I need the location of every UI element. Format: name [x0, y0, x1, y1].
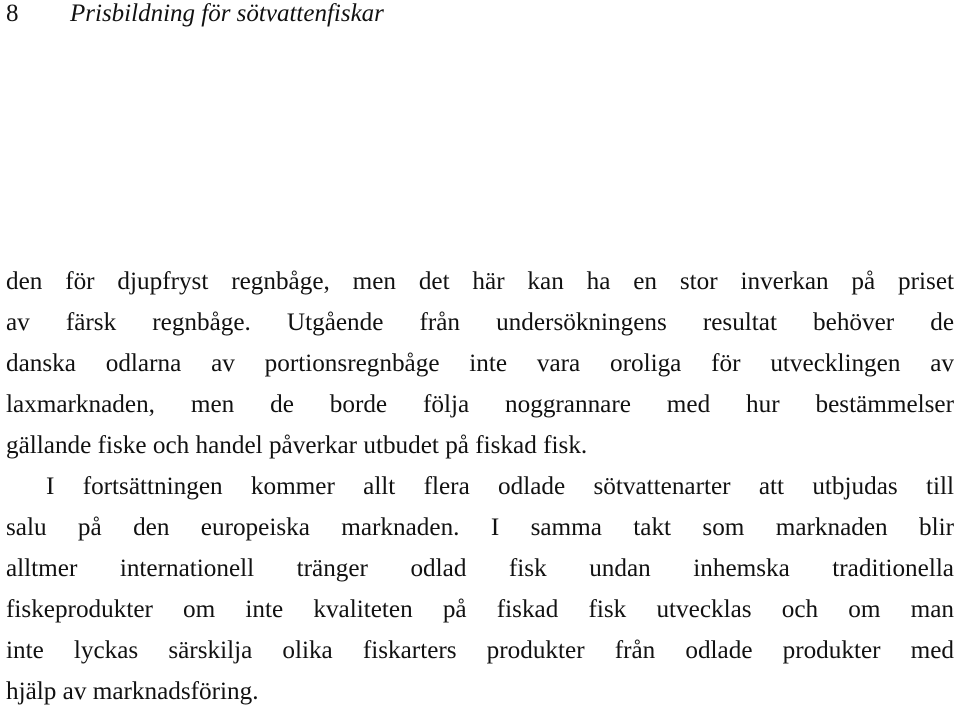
- text-line: laxmarknaden, men de borde följa noggrannare med hur bestämmelser: [6, 391, 954, 418]
- text-line: salu på den europeiska marknaden. I samma takt som marknaden blir: [6, 514, 954, 541]
- paragraph: [6, 261, 954, 466]
- running-header-title: Prisbildning för sötvattenfiskar: [70, 0, 384, 27]
- text-line: gällande fiske och handel påverkar utbudet på fiskad fisk.: [6, 432, 588, 459]
- text-line: den för djupfryst regnbåge, men det här kan ha en stor inverkan på priset: [6, 268, 954, 295]
- text-line: hjälp av marknadsföring.: [6, 678, 259, 705]
- body-text: [6, 261, 954, 712]
- text-line: av färsk regnbåge. Utgående från undersökningens resultat behöver de: [6, 309, 954, 336]
- running-header: [6, 0, 706, 32]
- text-line: danska odlarna av portionsregnbåge inte vara oroliga för utvecklingen av: [6, 350, 954, 377]
- text-line: inte lyckas särskilja olika fiskarters produkter från odlade produkter med: [6, 637, 954, 664]
- text-line: alltmer internationell tränger odlad fisk undan inhemska traditionella: [6, 555, 954, 582]
- text-line: fiskeprodukter om inte kvaliteten på fiskad fisk utvecklas och om man: [6, 596, 954, 623]
- page-number: 8: [6, 0, 19, 27]
- paragraph: [6, 466, 954, 712]
- text-line: I fortsättningen kommer allt flera odlade sötvattenarter att utbjudas till: [46, 473, 954, 500]
